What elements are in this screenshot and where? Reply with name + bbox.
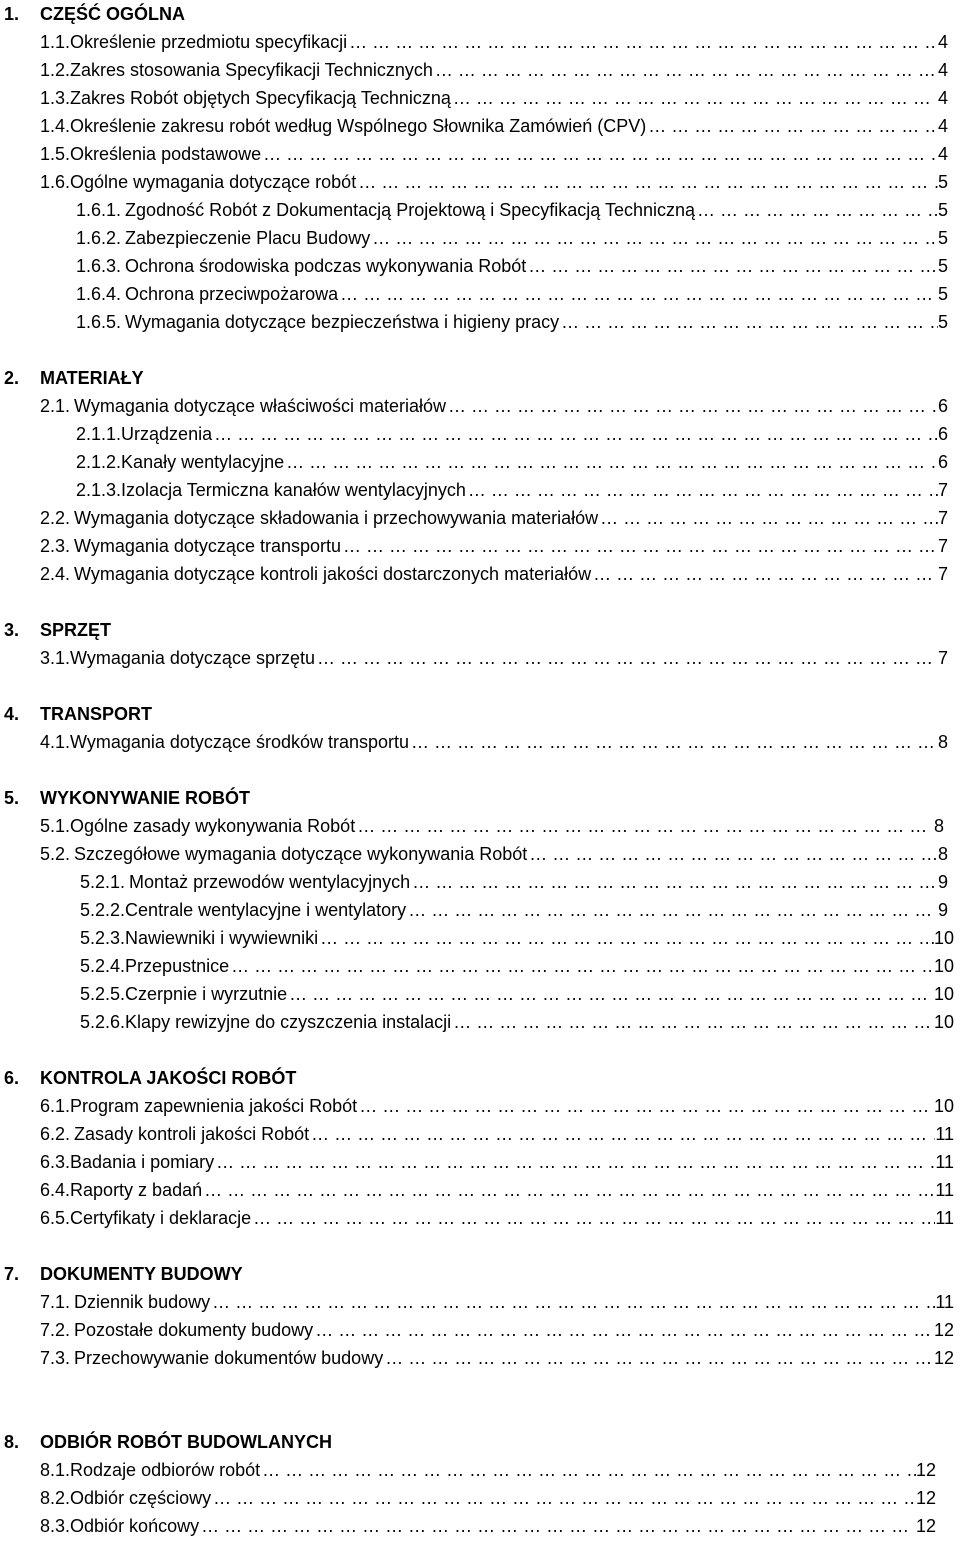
entry-page: 4 — [937, 88, 948, 108]
entry-title: Przepustnice — [125, 956, 230, 976]
dot-leader — [338, 282, 938, 306]
entry-page: 12 — [915, 1460, 936, 1480]
dot-leader — [341, 534, 938, 558]
section-title: TRANSPORT — [40, 704, 152, 724]
toc-entry[interactable] — [40, 1094, 954, 1118]
entry-title: Raporty z badań — [70, 1180, 203, 1200]
toc-entry[interactable] — [40, 1458, 936, 1482]
dot-leader — [559, 310, 938, 334]
toc-entry[interactable] — [40, 562, 948, 586]
entry-number: 5.2.6. — [80, 1012, 126, 1032]
entry-title: Wymagania dotyczące właściwości materiałów — [74, 396, 447, 416]
entry-title: Wymagania dotyczące kontroli jakości dostarczonych materiałów — [74, 564, 592, 584]
entry-page: 11 — [935, 1152, 954, 1172]
dot-leader — [212, 422, 938, 446]
toc-entry[interactable] — [40, 86, 948, 110]
entry-number: 2.1. — [40, 396, 71, 416]
entry-title: Ochrona przeciwpożarowa — [125, 284, 339, 304]
toc-entry[interactable] — [40, 170, 948, 194]
entry-page: 8 — [937, 844, 948, 864]
dot-leader — [357, 1094, 934, 1118]
section-title: WYKONYWANIE ROBÓT — [40, 788, 250, 808]
dot-leader — [214, 1150, 935, 1174]
toc-entry[interactable] — [40, 1150, 954, 1174]
entry-number: 1.3. — [40, 88, 71, 108]
entry-page: 11 — [935, 1208, 954, 1228]
section-heading — [4, 2, 185, 26]
entry-title: Zakres stosowania Specyfikacji Technicznych — [70, 60, 433, 80]
entry-page: 12 — [915, 1488, 936, 1508]
entry-title: Badania i pomiary — [70, 1152, 215, 1172]
dot-leader — [260, 1458, 916, 1482]
dot-leader — [695, 198, 938, 222]
dot-leader — [210, 1290, 935, 1314]
entry-title: Zasady kontroli jakości Robót — [74, 1124, 310, 1144]
entry-number: 6.1. — [40, 1096, 71, 1116]
entry-number: 5.2.2. — [80, 900, 126, 920]
entry-title: Wymagania dotyczące bezpieczeństwa i higieny pracy — [125, 312, 560, 332]
entry-page: 6 — [937, 424, 948, 444]
dot-leader — [355, 814, 934, 838]
entry-number: 6.2. — [40, 1124, 71, 1144]
dot-leader — [318, 926, 934, 950]
toc-entry[interactable] — [76, 478, 948, 502]
dot-leader — [451, 1010, 934, 1034]
toc-entry[interactable] — [80, 870, 948, 894]
dot-leader — [370, 226, 938, 250]
entry-page: 12 — [933, 1320, 954, 1340]
section-heading — [4, 786, 250, 810]
entry-title: Wymagania dotyczące środków transportu — [70, 732, 410, 752]
entry-page: 7 — [937, 564, 948, 584]
dot-leader — [527, 842, 938, 866]
entry-page: 4 — [937, 32, 948, 52]
entry-page: 7 — [937, 536, 948, 556]
entry-title: Centrale wentylacyjne i wentylatory — [125, 900, 407, 920]
entry-number: 7.1. — [40, 1292, 71, 1312]
toc-entry[interactable] — [40, 814, 944, 838]
dot-leader — [433, 58, 938, 82]
dot-leader — [261, 142, 938, 166]
dot-leader — [446, 394, 938, 418]
toc-entry[interactable] — [40, 1514, 936, 1538]
entry-number: 5.2.4. — [80, 956, 126, 976]
toc-entry[interactable] — [76, 254, 948, 278]
entry-number: 5.2.3. — [80, 928, 126, 948]
dot-leader — [526, 254, 938, 278]
toc-entry[interactable] — [40, 114, 948, 138]
entry-page: 4 — [937, 116, 948, 136]
entry-number: 8.2. — [40, 1488, 71, 1508]
entry-number: 1.6.5. — [76, 312, 122, 332]
entry-number: 5.2.5. — [80, 984, 126, 1004]
toc-entry[interactable] — [76, 450, 948, 474]
entry-title: Szczegółowe wymagania dotyczące wykonywania Robót — [74, 844, 528, 864]
dot-leader — [646, 114, 938, 138]
section-number: 6. — [4, 1068, 20, 1088]
section-title: KONTROLA JAKOŚCI ROBÓT — [40, 1068, 297, 1088]
entry-page: 5 — [937, 312, 948, 332]
dot-leader — [451, 86, 938, 110]
section-number: 5. — [4, 788, 20, 808]
entry-title: Zabezpieczenie Placu Budowy — [125, 228, 371, 248]
entry-page: 4 — [937, 144, 948, 164]
entry-number: 1.1. — [40, 32, 71, 52]
dot-leader — [466, 478, 938, 502]
entry-number: 5.2. — [40, 844, 71, 864]
toc-entry[interactable] — [80, 898, 948, 922]
toc-entry[interactable] — [40, 1486, 936, 1510]
section-title: CZĘŚĆ OGÓLNA — [40, 4, 186, 24]
dot-leader — [598, 506, 938, 530]
entry-title: Montaż przewodów wentylacyjnych — [129, 872, 411, 892]
section-title: DOKUMENTY BUDOWY — [40, 1264, 243, 1284]
entry-number: 2.1.2. — [76, 452, 122, 472]
entry-page: 5 — [937, 284, 948, 304]
entry-number: 1.6.1. — [76, 200, 122, 220]
toc-entry[interactable] — [80, 982, 954, 1006]
entry-title: Czerpnie i wyrzutnie — [125, 984, 288, 1004]
entry-number: 1.6.2. — [76, 228, 122, 248]
entry-page: 5 — [937, 228, 948, 248]
entry-number: 8.1. — [40, 1460, 71, 1480]
dot-leader — [410, 870, 938, 894]
entry-page: 11 — [935, 1180, 954, 1200]
toc-entry[interactable] — [76, 422, 948, 446]
entry-page: 9 — [937, 872, 948, 892]
entry-page: 11 — [935, 1292, 954, 1312]
entry-page: 9 — [937, 900, 948, 920]
toc-entry[interactable] — [40, 1122, 954, 1146]
toc-entry[interactable] — [40, 30, 948, 54]
dot-leader — [315, 646, 938, 670]
dot-leader — [284, 450, 938, 474]
section-number: 2. — [4, 368, 20, 388]
entry-page: 10 — [933, 1012, 954, 1032]
dot-leader — [202, 1178, 935, 1202]
entry-title: Program zapewnienia jakości Robót — [70, 1096, 358, 1116]
toc-entry[interactable] — [80, 1010, 954, 1034]
toc-entry[interactable] — [40, 58, 948, 82]
entry-number: 1.6. — [40, 172, 71, 192]
section-number: 7. — [4, 1264, 20, 1284]
entry-number: 7.2. — [40, 1320, 71, 1340]
toc-entry[interactable] — [76, 282, 948, 306]
entry-number: 6.4. — [40, 1180, 71, 1200]
entry-page: 7 — [937, 508, 948, 528]
entry-title: Kanały wentylacyjne — [121, 452, 285, 472]
entry-number: 2.4. — [40, 564, 71, 584]
dot-leader — [211, 1486, 916, 1510]
entry-page: 6 — [937, 452, 948, 472]
entry-number: 3.1. — [40, 648, 71, 668]
entry-page: 10 — [933, 1096, 954, 1116]
entry-title: Urządzenia — [121, 424, 213, 444]
dot-leader — [406, 898, 938, 922]
entry-title: Wymagania dotyczące składowania i przechowywania materiałów — [74, 508, 599, 528]
dot-leader — [199, 1514, 916, 1538]
toc-entry[interactable] — [40, 1346, 954, 1370]
toc-entry[interactable] — [40, 1206, 954, 1230]
entry-title: Odbiór częściowy — [70, 1488, 212, 1508]
entry-number: 2.1.1. — [76, 424, 122, 444]
section-heading — [4, 618, 111, 642]
entry-title: Rodzaje odbiorów robót — [70, 1460, 261, 1480]
entry-number: 8.3. — [40, 1516, 71, 1536]
entry-title: Pozostałe dokumenty budowy — [74, 1320, 314, 1340]
entry-page: 7 — [937, 648, 948, 668]
entry-page: 5 — [937, 200, 948, 220]
toc-entry[interactable] — [40, 1178, 954, 1202]
entry-title: Izolacja Termiczna kanałów wentylacyjnych — [121, 480, 466, 500]
entry-number: 2.3. — [40, 536, 71, 556]
section-number: 1. — [4, 4, 20, 24]
entry-title: Przechowywanie dokumentów budowy — [74, 1348, 384, 1368]
section-number: 3. — [4, 620, 20, 640]
dot-leader — [287, 982, 934, 1006]
entry-title: Dziennik budowy — [74, 1292, 211, 1312]
section-number: 4. — [4, 704, 20, 724]
entry-page: 12 — [933, 1348, 954, 1368]
entry-number: 2.1.3. — [76, 480, 122, 500]
toc-entry[interactable] — [40, 394, 948, 418]
dot-leader — [229, 954, 934, 978]
section-number: 8. — [4, 1432, 20, 1452]
section-heading — [4, 1262, 243, 1286]
toc-entry[interactable] — [80, 954, 954, 978]
toc-entry[interactable] — [40, 534, 948, 558]
section-heading — [4, 366, 144, 390]
entry-title: Odbiór końcowy — [70, 1516, 200, 1536]
entry-page: 10 — [933, 956, 954, 976]
entry-title: Wymagania dotyczące sprzętu — [70, 648, 315, 668]
entry-page: 6 — [937, 396, 948, 416]
entry-number: 2.2. — [40, 508, 71, 528]
entry-page: 4 — [937, 60, 948, 80]
toc-entry[interactable] — [40, 1318, 954, 1342]
entry-title: Określenia podstawowe — [70, 144, 262, 164]
toc-entry[interactable] — [76, 310, 948, 334]
entry-number: 1.4. — [40, 116, 71, 136]
entry-title: Wymagania dotyczące transportu — [74, 536, 341, 556]
entry-title: Ogólne zasady wykonywania Robót — [70, 816, 356, 836]
dot-leader — [347, 30, 938, 54]
section-heading — [4, 1066, 296, 1090]
dot-leader — [313, 1318, 934, 1342]
dot-leader — [309, 1122, 935, 1146]
entry-title: Określenie przedmiotu specyfikacji — [70, 32, 348, 52]
entry-number: 7.3. — [40, 1348, 71, 1368]
toc-entry[interactable] — [40, 730, 948, 754]
entry-page: 8 — [933, 816, 944, 836]
toc-entry[interactable] — [76, 198, 948, 222]
entry-title: Nawiewniki i wywiewniki — [125, 928, 319, 948]
entry-title: Zakres Robót objętych Specyfikacją Techniczną — [70, 88, 451, 108]
entry-number: 1.6.4. — [76, 284, 122, 304]
section-heading — [4, 702, 152, 726]
section-title: SPRZĘT — [40, 620, 112, 640]
entry-page: 5 — [937, 172, 948, 192]
dot-leader — [409, 730, 938, 754]
toc-entry[interactable] — [76, 226, 948, 250]
entry-number: 1.2. — [40, 60, 71, 80]
entry-page: 12 — [915, 1516, 936, 1536]
toc-entry[interactable] — [40, 646, 948, 670]
toc-entry[interactable] — [40, 1290, 954, 1314]
entry-number: 6.3. — [40, 1152, 71, 1172]
entry-page: 11 — [935, 1124, 954, 1144]
dot-leader — [251, 1206, 935, 1230]
entry-title: Klapy rewizyjne do czyszczenia instalacji — [125, 1012, 452, 1032]
toc-entry[interactable] — [40, 842, 948, 866]
entry-title: Zgodność Robót z Dokumentacją Projektową i Specyfikacją Techniczną — [125, 200, 696, 220]
entry-number: 5.1. — [40, 816, 71, 836]
entry-title: Określenie zakresu robót według Wspólnego Słownika Zamówień (CPV) — [70, 116, 647, 136]
entry-number: 5.2.1. — [80, 872, 126, 892]
entry-title: Ochrona środowiska podczas wykonywania Robót — [125, 256, 527, 276]
section-heading — [4, 1430, 332, 1454]
dot-leader — [383, 1346, 934, 1370]
section-title: MATERIAŁY — [40, 368, 144, 388]
dot-leader — [591, 562, 938, 586]
entry-number: 6.5. — [40, 1208, 71, 1228]
section-title: ODBIÓR ROBÓT BUDOWLANYCH — [40, 1432, 332, 1452]
entry-page: 8 — [937, 732, 948, 752]
entry-page: 10 — [933, 984, 954, 1004]
toc-entry[interactable] — [40, 506, 948, 530]
entry-page: 5 — [937, 256, 948, 276]
entry-number: 1.5. — [40, 144, 71, 164]
toc-entry[interactable] — [40, 142, 948, 166]
dot-leader — [356, 170, 938, 194]
toc-entry[interactable] — [80, 926, 954, 950]
entry-title: Certyfikaty i deklaracje — [70, 1208, 252, 1228]
entry-page: 10 — [933, 928, 954, 948]
entry-page: 7 — [937, 480, 948, 500]
entry-number: 1.6.3. — [76, 256, 122, 276]
entry-number: 4.1. — [40, 732, 71, 752]
entry-title: Ogólne wymagania dotyczące robót — [70, 172, 357, 192]
